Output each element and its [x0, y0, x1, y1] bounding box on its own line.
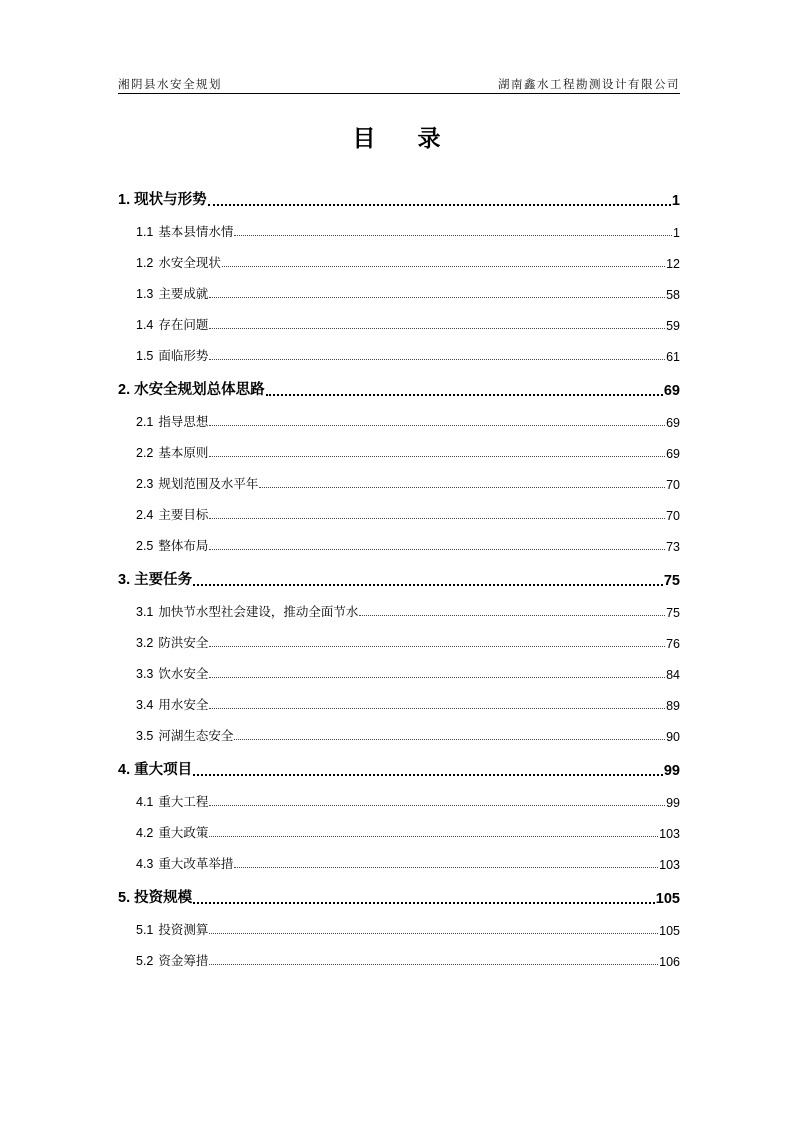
- toc-entry-label: [136, 346, 208, 364]
- dot-leader: [259, 487, 665, 488]
- header-rule: [118, 93, 680, 94]
- toc-entry-title: 现状与形势: [134, 192, 207, 208]
- toc-entry-label: [118, 188, 207, 209]
- toc-entry-label: [136, 443, 208, 461]
- toc-entry-page-number: 73: [666, 540, 680, 554]
- toc-entry-number: 5.1: [136, 923, 154, 937]
- toc-entry-page-number: 103: [659, 858, 680, 872]
- toc-entry-title: 用水安全: [158, 697, 209, 712]
- toc-section-entry[interactable]: [118, 333, 680, 364]
- dot-leader: [209, 328, 665, 329]
- toc-entry-page-number: 12: [666, 257, 680, 271]
- toc-entry-label: [136, 854, 233, 872]
- toc-section-entry[interactable]: [118, 682, 680, 713]
- toc-entry-page-number: 99: [666, 796, 680, 810]
- toc-entry-title: 基本原则: [158, 445, 209, 460]
- toc-entry-number: 4.3: [136, 857, 154, 871]
- dot-leader: [209, 646, 665, 647]
- toc-entry-page-number: 1: [673, 226, 680, 240]
- toc-entry-number: 1.4: [136, 318, 154, 332]
- toc-entry-title: 重大工程: [158, 794, 209, 809]
- toc-chapter-entry[interactable]: [118, 748, 680, 779]
- dot-leader: [209, 836, 658, 837]
- dot-leader: [209, 708, 665, 709]
- toc-entry-page-number: 90: [666, 730, 680, 744]
- toc-section-entry[interactable]: [118, 209, 680, 240]
- toc-entry-label: [136, 602, 358, 620]
- toc-entry-label: [136, 474, 258, 492]
- toc-entry-label: [118, 886, 192, 907]
- dot-leader: [193, 584, 663, 586]
- toc-entry-label: [136, 222, 233, 240]
- toc-section-entry[interactable]: [118, 620, 680, 651]
- page-title: 目录: [352, 126, 483, 152]
- toc-entry-number: 4.1: [136, 795, 154, 809]
- toc-entry-title: 重大政策: [158, 825, 209, 840]
- toc-chapter-entry[interactable]: [118, 178, 680, 209]
- toc-entry-title: 重大项目: [134, 762, 193, 778]
- toc-entry-number: 3.3: [136, 667, 154, 681]
- dot-leader: [234, 867, 658, 868]
- toc-entry-title: 指导思想: [158, 414, 209, 429]
- toc-entry-page-number: 61: [666, 350, 680, 364]
- toc-section-entry[interactable]: [118, 651, 680, 682]
- toc-entry-number: 2.3: [136, 477, 154, 491]
- toc-entry-title: 河湖生态安全: [158, 728, 234, 743]
- dot-leader: [193, 774, 663, 776]
- toc-entry-number: 5.: [118, 890, 131, 906]
- toc-entry-title: 投资测算: [158, 922, 209, 937]
- toc-entry-title: 重大改革举措: [158, 856, 234, 871]
- dot-leader: [209, 456, 665, 457]
- dot-leader: [209, 964, 658, 965]
- toc-section-entry[interactable]: [118, 938, 680, 969]
- toc-entry-page-number: 70: [666, 478, 680, 492]
- table-of-contents: [118, 178, 680, 969]
- toc-entry-title: 水安全现状: [158, 255, 221, 270]
- toc-entry-page-number: 103: [659, 827, 680, 841]
- toc-entry-number: 3.: [118, 572, 131, 588]
- toc-entry-label: [136, 633, 208, 651]
- toc-entry-title: 基本县情水情: [158, 224, 234, 239]
- toc-entry-label: [136, 920, 208, 938]
- toc-entry-number: 1.: [118, 192, 131, 208]
- toc-entry-page-number: 69: [666, 416, 680, 430]
- toc-entry-page-number: 59: [666, 319, 680, 333]
- toc-entry-title: 资金筹措: [158, 953, 209, 968]
- dot-leader: [222, 266, 665, 267]
- toc-section-entry[interactable]: [118, 492, 680, 523]
- dot-leader: [193, 902, 655, 904]
- toc-section-entry[interactable]: [118, 713, 680, 744]
- toc-entry-label: [136, 726, 233, 744]
- toc-chapter-entry[interactable]: [118, 368, 680, 399]
- toc-entry-number: 1.5: [136, 349, 154, 363]
- header-left-text: 湘阴县水安全规划: [118, 77, 222, 91]
- toc-entry-label: [136, 284, 208, 302]
- dot-leader: [209, 805, 665, 806]
- dot-leader: [266, 394, 663, 396]
- toc-entry-label: [136, 505, 208, 523]
- toc-section-entry[interactable]: [118, 430, 680, 461]
- dot-leader: [208, 204, 671, 206]
- toc-entry-number: 2.2: [136, 446, 154, 460]
- toc-entry-page-number: 1: [671, 193, 680, 209]
- toc-entry-title: 主要任务: [134, 572, 193, 588]
- toc-entry-label: [136, 412, 208, 430]
- toc-section-entry[interactable]: [118, 461, 680, 492]
- header-right-text: 湖南鑫水工程勘测设计有限公司: [498, 77, 680, 91]
- toc-entry-page-number: 58: [666, 288, 680, 302]
- toc-chapter-entry[interactable]: [118, 876, 680, 907]
- toc-section-entry[interactable]: [118, 841, 680, 872]
- toc-section-entry[interactable]: [118, 271, 680, 302]
- toc-entry-title: 规划范围及水平年: [158, 476, 259, 491]
- toc-entry-label: [136, 792, 208, 810]
- toc-entry-label: [136, 951, 208, 969]
- toc-entry-title: 主要成就: [158, 286, 209, 301]
- dot-leader: [234, 739, 665, 740]
- toc-entry-number: 3.4: [136, 698, 154, 712]
- toc-chapter-entry[interactable]: [118, 558, 680, 589]
- toc-entry-page-number: 69: [666, 447, 680, 461]
- toc-entry-page-number: 99: [663, 763, 680, 779]
- toc-entry-label: [136, 536, 208, 554]
- toc-entry-number: 3.2: [136, 636, 154, 650]
- toc-entry-page-number: 69: [663, 383, 680, 399]
- toc-entry-title: 投资规模: [134, 890, 193, 906]
- toc-entry-title: 存在问题: [158, 317, 209, 332]
- toc-section-entry[interactable]: [118, 907, 680, 938]
- toc-entry-page-number: 75: [666, 606, 680, 620]
- toc-entry-label: [136, 315, 208, 333]
- toc-entry-page-number: 106: [659, 955, 680, 969]
- dot-leader: [209, 933, 658, 934]
- toc-entry-number: 1.2: [136, 256, 154, 270]
- toc-section-entry[interactable]: [118, 302, 680, 333]
- toc-entry-label: [136, 695, 208, 713]
- toc-entry-page-number: 84: [666, 668, 680, 682]
- toc-entry-page-number: 105: [655, 891, 680, 907]
- dot-leader: [209, 425, 665, 426]
- toc-entry-page-number: 75: [663, 573, 680, 589]
- toc-entry-label: [136, 664, 208, 682]
- toc-section-entry[interactable]: [118, 589, 680, 620]
- dot-leader: [209, 359, 665, 360]
- toc-section-entry[interactable]: [118, 810, 680, 841]
- toc-entry-number: 5.2: [136, 954, 154, 968]
- toc-entry-number: 3.1: [136, 605, 154, 619]
- toc-entry-page-number: 89: [666, 699, 680, 713]
- toc-entry-label: [118, 378, 265, 399]
- toc-entry-number: 1.3: [136, 287, 154, 301]
- dot-leader: [359, 615, 665, 616]
- toc-entry-title: 水安全规划总体思路: [134, 382, 265, 398]
- toc-entry-page-number: 76: [666, 637, 680, 651]
- toc-entry-number: 2.5: [136, 539, 154, 553]
- toc-section-entry[interactable]: [118, 523, 680, 554]
- dot-leader: [209, 677, 665, 678]
- toc-entry-label: [118, 758, 192, 779]
- toc-entry-number: 2.: [118, 382, 131, 398]
- dot-leader: [209, 297, 665, 298]
- toc-entry-number: 4.: [118, 762, 131, 778]
- toc-entry-page-number: 105: [659, 924, 680, 938]
- toc-entry-number: 3.5: [136, 729, 154, 743]
- toc-entry-number: 2.1: [136, 415, 154, 429]
- toc-entry-number: 4.2: [136, 826, 154, 840]
- toc-entry-title: 加快节水型社会建设，推动全面节水: [158, 604, 359, 619]
- toc-section-entry[interactable]: [118, 399, 680, 430]
- toc-section-entry[interactable]: [118, 779, 680, 810]
- toc-entry-label: [136, 823, 208, 841]
- running-header: [118, 76, 680, 92]
- toc-entry-number: 2.4: [136, 508, 154, 522]
- dot-leader: [209, 549, 665, 550]
- toc-entry-label: [118, 568, 192, 589]
- toc-entry-title: 整体布局: [158, 538, 209, 553]
- toc-section-entry[interactable]: [118, 240, 680, 271]
- toc-entry-title: 主要目标: [158, 507, 209, 522]
- dot-leader: [209, 518, 665, 519]
- toc-entry-title: 防洪安全: [158, 635, 209, 650]
- toc-entry-title: 饮水安全: [158, 666, 209, 681]
- toc-entry-number: 1.1: [136, 225, 154, 239]
- toc-entry-label: [136, 253, 221, 271]
- dot-leader: [234, 235, 672, 236]
- toc-entry-title: 面临形势: [158, 348, 209, 363]
- toc-entry-page-number: 70: [666, 509, 680, 523]
